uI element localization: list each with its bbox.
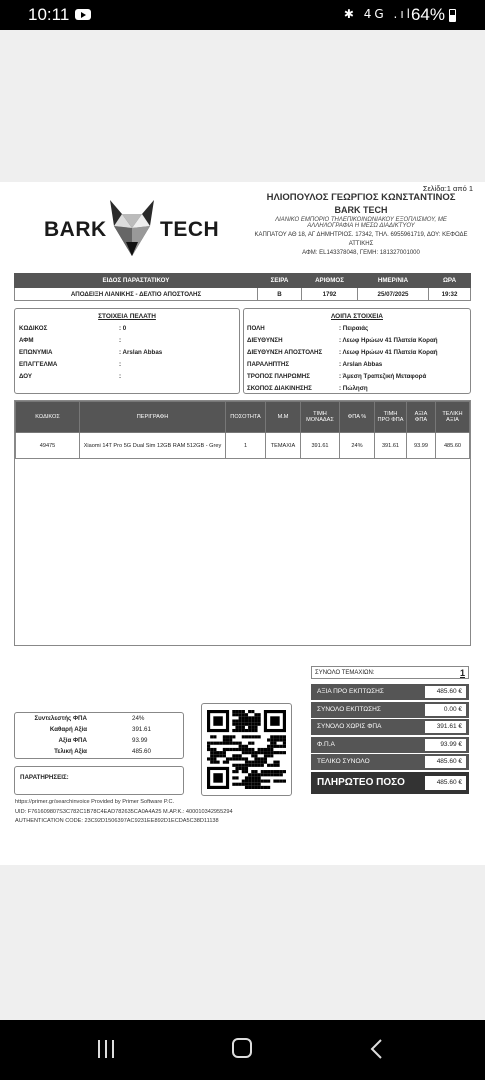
vat-row [15,748,183,758]
total-value: 485.60 € [425,756,466,768]
company-address-line2: ΑΦΜ: EL143378048, ΓΕΜΗ: 181327001000 [302,250,420,256]
other-label-4: ΤΡΟΠΟΣ ΠΛΗΡΩΜΗΣ [247,373,310,380]
doc-header-time: ΩΡΑ [429,274,471,288]
total-label: ΤΕΛΙΚΟ ΣΥΝΟΛΟ [317,758,370,765]
customer-value-2: : Arslan Abbas [119,349,163,356]
customer-label-2: ΕΠΩΝΥΜΙΑ [19,349,53,356]
item-vat-amount: 93.99 [407,433,436,459]
company-address [250,231,472,258]
vat-value: 391.61 [132,726,151,733]
item-vat-rate: 24% [340,433,375,459]
total-label: ΣΥΝΟΛΟ ΕΚΠΤΩΣΗΣ [317,705,381,713]
other-value-3: : Arslan Abbas [339,361,383,368]
company-address-line1: ΚΑΠΠΑΤΟΥ ΑΘ 18, ΑΓ ΔΗΜΗΤΡΙΟΣ. 17342, ΤΗΛ. 6955961719, ΔΟΥ: ΚΕΦΟΔΕ ΑΤΤΙΚΗΣ [254,232,468,247]
total-label: ΑΞΙΑ ΠΡΟ ΕΚΠΤΩΣΗΣ [317,688,384,695]
customer-label-1: ΑΦΜ [19,337,34,344]
qr-code[interactable] [201,703,292,796]
items-header-vat-rate: ΦΠΑ % [340,402,375,433]
doc-header-number: ΑΡΙΘΜΟΣ [302,274,358,288]
other-label-3: ΠΑΡΑΛΗΠΤΗΣ [247,361,290,368]
vat-label: Καθαρή Αξία [49,726,87,733]
doc-number: 1792 [302,288,358,301]
items-header-description: ΠΕΡΙΓΡΑΦΗ [80,402,226,433]
navigation-bar [0,1020,485,1080]
item-description: Xiaomi 14T Pro 5G Dual Sim 12GB RAM 512GB - Grey [80,433,226,459]
other-value-2: : Λεωφ Ηρώων 41 Πλατεία Κοραή [339,349,438,356]
customer-label-3: ΕΠΑΓΓΕΛΜΑ [19,361,58,368]
back-icon[interactable] [370,1039,384,1059]
status-bar [0,0,485,30]
customer-box [14,308,240,394]
status-icons: ✱ 4G .ıl [343,7,413,21]
item-count-value: 1 [459,668,465,678]
total-row-pre-discount [311,684,469,700]
item-count-label: ΣΥΝΟΛΟ ΤΕΜΑΧΙΩΝ: [315,670,375,676]
payable-amount-row [311,772,469,794]
total-value: 0.00 € [425,704,466,716]
company-activity-line1: ΛΙΑΝΙΚΟ ΕΜΠΟΡΙΟ ΤΗΛΕΠΙΚΟΙΝΩΝΙΑΚΟΥ ΕΞΟΠΛΙΣΜΟΥ, ΜΕ [275,217,447,223]
customer-label-4: ΔΟΥ [19,373,33,380]
customer-value-0: : 0 [119,325,127,332]
doc-header-series: ΣΕΙΡΑ [258,274,302,288]
totals-panel [311,684,469,794]
battery-icon [449,9,456,22]
items-header-total: ΤΕΛΙΚΗ ΑΞΙΑ [436,402,470,433]
company-owner: ΗΛΙΟΠΟΥΛΟΣ ΓΕΩΡΓΙΟΣ ΚΩΝΣΤΑΝΤΙΝΟΣ [266,192,456,203]
other-value-1: : Λεωφ Ηρώων 41 Πλατεία Κοραή [339,337,438,344]
doc-series: B [258,288,302,301]
item-unit-price: 391.61 [301,433,340,459]
invoice-footer [15,798,233,827]
items-header-vat-amount: ΑΞΙΑ ΦΠΑ [407,402,436,433]
total-row-discount [311,702,469,718]
vat-value: 24% [132,715,145,722]
item-quantity: 1 [226,433,266,459]
customer-title: ΣΤΟΙΧΕΙΑ ΠΕΛΑΤΗ [98,313,156,320]
vat-row [15,737,183,747]
youtube-notification-icon [75,9,91,20]
items-table [14,400,471,646]
doc-header-type: ΕΙΔΟΣ ΠΑΡΑΣΤΑΤΙΚΟΥ [15,274,258,288]
vat-label: Τελική Αξία [54,748,87,755]
total-value: 485.60 € [425,686,466,698]
vat-row [15,726,183,736]
other-value-0: : Πειραιάς [339,325,369,332]
vat-label: Αξία ΦΠΑ [58,737,87,744]
wolf-icon [106,198,158,258]
qr-code-icon [207,709,286,790]
company-activity [250,217,472,229]
customer-value-1: : [119,337,122,344]
logo-text-left: BARK [44,218,107,241]
vat-value: 485.60 [132,748,151,755]
document-info-table [14,273,471,301]
vat-label: Συντελεστής ΦΠΑ [34,715,87,722]
customer-value-4: : [119,373,122,380]
total-value: 93.99 € [425,739,466,751]
item-code: 49475 [16,433,80,459]
company-brand: BARK TECH [334,205,388,215]
item-total: 485.60 [436,433,470,459]
footer-uid: UID: F761609807S3C782C1B78C4EAD782635CA0A4A25 M.AP.K.: 400010342955294 [15,808,233,815]
doc-header-date: ΗΜΕΡ/ΝΙΑ [358,274,429,288]
vat-summary-box [14,712,184,759]
company-info [250,192,472,258]
notes-label: ΠΑΡΑΤΗΡΗΣΕΙΣ: [20,774,69,781]
other-value-5: : Πώληση [339,385,368,392]
payable-label: ΠΛΗΡΩΤΕΟ ΠΟΣΟ [317,776,405,788]
total-row-net [311,719,469,735]
total-label: Φ.Π.Α [317,740,335,748]
doc-date: 25/07/2025 [358,288,429,301]
total-value: 391.61 € [425,721,466,733]
item-unit: ΤΕΜΑΧΙΑ [266,433,301,459]
items-header-code: ΚΩΔΙΚΟΣ [16,402,80,433]
total-row-final [311,754,469,770]
other-value-4: : Άμεση Τραπεζική Μεταφορά [339,373,427,380]
table-row [16,433,470,459]
items-header-unit-price: ΤΙΜΗ ΜΟΝΑΔΑΣ [301,402,340,433]
other-info-title: ΛΟΙΠΑ ΣΤΟΙΧΕΙΑ [330,313,383,320]
company-logo [44,198,220,258]
footer-provider: https://primer.gr/searchinvoice Provided by Primer Software P.C. [15,799,175,805]
company-activity-line2: ΑΛΛΗΛΟΓΡΑΦΙΑ Η ΜΕΣΩ ΔΙΑΔΙΚΤΥΟΥ [307,223,415,229]
other-label-0: ΠΟΛΗ [247,325,265,332]
notes-box [14,766,184,795]
footer-auth-code: AUTHENTICATION CODE: 23C92D1506397AC9231EE892D1ECDA5C38D11138 [15,818,219,824]
total-label: ΣΥΝΟΛΟ ΧΩΡΙΣ ΦΠΑ [317,723,382,730]
recent-apps-icon[interactable] [98,1040,115,1058]
item-count-box [311,666,469,679]
other-label-2: ΔΙΕΥΘΥΝΣΗ ΑΠΟΣΤΟΛΗΣ [247,349,323,356]
items-header-price-pre-vat: ΤΙΜΗ ΠΡΟ ΦΠΑ [375,402,407,433]
items-header-quantity: ΠΟΣΟΤΗΤΑ [226,402,266,433]
page-number: Σελίδα:1 από 1 [422,184,473,193]
home-icon[interactable] [232,1038,252,1058]
other-info-box [243,308,471,394]
invoice-page [0,182,485,865]
other-label-1: ΔΙΕΥΘΥΝΣΗ [247,337,283,344]
payable-value: 485.60 € [425,776,466,790]
customer-value-3: : [119,361,122,368]
items-header-unit: Μ.Μ [266,402,301,433]
status-time: 10:11 [28,5,70,24]
item-price-pre-vat: 391.61 [375,433,407,459]
other-label-5: ΣΚΟΠΟΣ ΔΙΑΚΙΝΗΣΗΣ [247,385,312,392]
doc-time: 19:32 [429,288,471,301]
battery-percent: 64% [410,5,445,24]
total-row-vat [311,737,469,753]
vat-row [15,715,183,725]
vat-value: 93.99 [132,737,148,744]
logo-text-right: TECH [160,218,220,241]
customer-label-0: ΚΩΔΙΚΟΣ [19,325,48,332]
doc-type: ΑΠΟΔΕΙΞΗ ΛΙΑΝΙΚΗΣ - ΔΕΛΤΙΟ ΑΠΟΣΤΟΛΗΣ [15,288,258,301]
